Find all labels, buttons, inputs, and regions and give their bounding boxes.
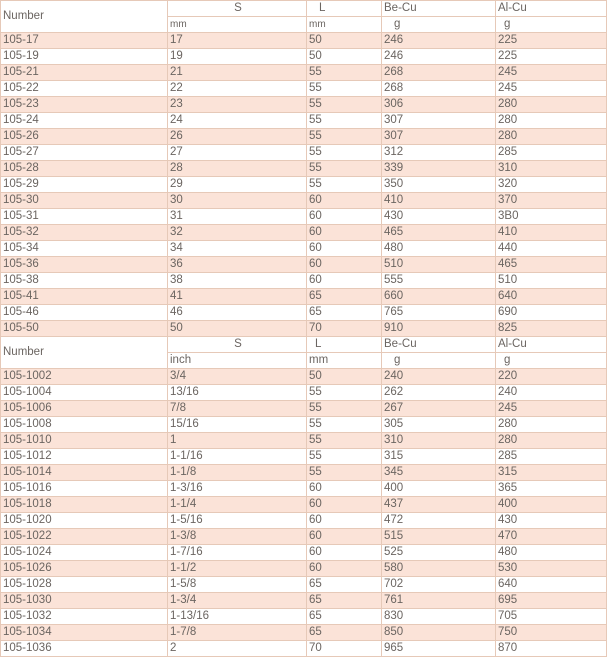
becu-cell: 510	[382, 257, 496, 273]
becu-cell: 400	[382, 481, 496, 497]
alcu-cell: 690	[496, 305, 607, 321]
becu-cell: 761	[382, 593, 496, 609]
number-cell: 105-32	[1, 225, 168, 241]
becu-unit: g	[382, 353, 496, 369]
alcu-cell: 400	[496, 497, 607, 513]
alcu-cell: 280	[496, 129, 607, 145]
s-cell: 24	[168, 113, 307, 129]
becu-cell: 472	[382, 513, 496, 529]
section-2-header	[1, 337, 607, 369]
table-row	[1, 241, 607, 257]
section-2-rows	[1, 369, 607, 657]
s-cell: 1-5/8	[168, 577, 307, 593]
table-row	[1, 433, 607, 449]
alcu-column-header: Al-Cu	[496, 1, 607, 17]
number-cell: 105-1026	[1, 561, 168, 577]
section-1-header	[1, 1, 607, 33]
s-unit: inch	[168, 353, 307, 369]
becu-cell: 310	[382, 433, 496, 449]
number-cell: 105-26	[1, 129, 168, 145]
l-cell: 55	[307, 401, 382, 417]
becu-cell: 307	[382, 129, 496, 145]
becu-cell: 525	[382, 545, 496, 561]
l-cell: 60	[307, 529, 382, 545]
becu-cell: 465	[382, 225, 496, 241]
alcu-cell: 285	[496, 145, 607, 161]
s-cell: 27	[168, 145, 307, 161]
s-cell: 19	[168, 49, 307, 65]
becu-cell: 315	[382, 449, 496, 465]
table-row	[1, 401, 607, 417]
becu-cell: 345	[382, 465, 496, 481]
becu-cell: 580	[382, 561, 496, 577]
alcu-cell: 3B0	[496, 209, 607, 225]
alcu-cell: 245	[496, 65, 607, 81]
becu-cell: 765	[382, 305, 496, 321]
alcu-cell: 480	[496, 545, 607, 561]
alcu-cell: 225	[496, 49, 607, 65]
number-cell: 105-28	[1, 161, 168, 177]
s-cell: 13/16	[168, 385, 307, 401]
s-cell: 1-13/16	[168, 609, 307, 625]
alcu-cell: 220	[496, 369, 607, 385]
alcu-cell: 430	[496, 513, 607, 529]
s-cell: 1-1/8	[168, 465, 307, 481]
s-cell: 1-5/16	[168, 513, 307, 529]
becu-cell: 305	[382, 417, 496, 433]
alcu-cell: 695	[496, 593, 607, 609]
number-cell: 105-30	[1, 193, 168, 209]
l-cell: 55	[307, 417, 382, 433]
l-cell: 65	[307, 609, 382, 625]
l-cell: 55	[307, 433, 382, 449]
number-cell: 105-1010	[1, 433, 168, 449]
becu-cell: 430	[382, 209, 496, 225]
s-cell: 1-3/8	[168, 529, 307, 545]
alcu-cell: 640	[496, 289, 607, 305]
alcu-cell: 510	[496, 273, 607, 289]
s-cell: 32	[168, 225, 307, 241]
becu-cell: 350	[382, 177, 496, 193]
alcu-cell: 825	[496, 321, 607, 337]
number-cell: 105-29	[1, 177, 168, 193]
alcu-cell: 440	[496, 241, 607, 257]
table-row	[1, 577, 607, 593]
becu-cell: 555	[382, 273, 496, 289]
alcu-cell: 315	[496, 465, 607, 481]
l-cell: 50	[307, 369, 382, 385]
l-cell: 70	[307, 641, 382, 657]
s-column-header: S	[168, 337, 307, 353]
becu-cell: 965	[382, 641, 496, 657]
number-cell: 105-36	[1, 257, 168, 273]
table-row	[1, 81, 607, 97]
becu-cell: 268	[382, 65, 496, 81]
section-1-rows	[1, 33, 607, 337]
l-cell: 65	[307, 593, 382, 609]
table-row	[1, 177, 607, 193]
table-row	[1, 513, 607, 529]
becu-cell: 830	[382, 609, 496, 625]
number-cell: 105-19	[1, 49, 168, 65]
becu-cell: 660	[382, 289, 496, 305]
number-cell: 105-1006	[1, 401, 168, 417]
l-cell: 70	[307, 321, 382, 337]
number-cell: 105-1028	[1, 577, 168, 593]
alcu-cell: 750	[496, 625, 607, 641]
number-cell: 105-41	[1, 289, 168, 305]
table-row	[1, 385, 607, 401]
l-cell: 55	[307, 129, 382, 145]
table-row	[1, 145, 607, 161]
number-cell: 105-1016	[1, 481, 168, 497]
l-cell: 60	[307, 497, 382, 513]
number-cell: 105-17	[1, 33, 168, 49]
table-row	[1, 209, 607, 225]
becu-cell: 307	[382, 113, 496, 129]
l-cell: 60	[307, 545, 382, 561]
number-cell: 105-31	[1, 209, 168, 225]
alcu-cell: 245	[496, 401, 607, 417]
becu-column-header: Be-Cu	[382, 1, 496, 17]
table-row	[1, 641, 607, 657]
s-cell: 31	[168, 209, 307, 225]
table-row	[1, 161, 607, 177]
l-cell: 55	[307, 177, 382, 193]
s-cell: 36	[168, 257, 307, 273]
s-cell: 30	[168, 193, 307, 209]
alcu-cell: 245	[496, 81, 607, 97]
alcu-cell: 280	[496, 433, 607, 449]
table-row	[1, 561, 607, 577]
s-column-header: S	[168, 1, 307, 17]
alcu-cell: 465	[496, 257, 607, 273]
becu-cell: 306	[382, 97, 496, 113]
number-cell: 105-22	[1, 81, 168, 97]
s-cell: 34	[168, 241, 307, 257]
becu-cell: 910	[382, 321, 496, 337]
alcu-cell: 225	[496, 33, 607, 49]
number-cell: 105-1034	[1, 625, 168, 641]
l-cell: 65	[307, 625, 382, 641]
header-row	[1, 337, 607, 353]
s-unit: mm	[168, 17, 307, 33]
number-cell: 105-50	[1, 321, 168, 337]
table-row	[1, 305, 607, 321]
number-cell: 105-1024	[1, 545, 168, 561]
number-cell: 105-1032	[1, 609, 168, 625]
s-cell: 46	[168, 305, 307, 321]
l-cell: 65	[307, 305, 382, 321]
number-cell: 105-34	[1, 241, 168, 257]
s-cell: 1-1/16	[168, 449, 307, 465]
becu-cell: 515	[382, 529, 496, 545]
table-row	[1, 113, 607, 129]
becu-cell: 240	[382, 369, 496, 385]
number-cell: 105-1004	[1, 385, 168, 401]
becu-cell: 339	[382, 161, 496, 177]
alcu-cell: 530	[496, 561, 607, 577]
s-cell: 17	[168, 33, 307, 49]
alcu-cell: 705	[496, 609, 607, 625]
number-cell: 105-24	[1, 113, 168, 129]
table-row	[1, 417, 607, 433]
table-row	[1, 225, 607, 241]
s-cell: 28	[168, 161, 307, 177]
number-column-header: Number	[1, 1, 168, 33]
s-cell: 29	[168, 177, 307, 193]
l-cell: 55	[307, 113, 382, 129]
table-row	[1, 65, 607, 81]
number-cell: 105-1036	[1, 641, 168, 657]
table-row	[1, 129, 607, 145]
becu-cell: 702	[382, 577, 496, 593]
becu-cell: 437	[382, 497, 496, 513]
table-row	[1, 497, 607, 513]
number-cell: 105-1014	[1, 465, 168, 481]
s-cell: 41	[168, 289, 307, 305]
number-column-header: Number	[1, 337, 168, 369]
table-row	[1, 593, 607, 609]
l-cell: 60	[307, 561, 382, 577]
l-cell: 60	[307, 273, 382, 289]
s-cell: 22	[168, 81, 307, 97]
s-cell: 21	[168, 65, 307, 81]
s-cell: 2	[168, 641, 307, 657]
table-row	[1, 609, 607, 625]
l-column-header: L	[307, 337, 382, 353]
alcu-cell: 280	[496, 113, 607, 129]
table-row	[1, 49, 607, 65]
table-row	[1, 545, 607, 561]
s-cell: 1-1/4	[168, 497, 307, 513]
l-cell: 65	[307, 577, 382, 593]
table-row	[1, 193, 607, 209]
table-row	[1, 273, 607, 289]
l-cell: 55	[307, 97, 382, 113]
becu-cell: 246	[382, 33, 496, 49]
number-cell: 105-1012	[1, 449, 168, 465]
number-cell: 105-1030	[1, 593, 168, 609]
becu-cell: 268	[382, 81, 496, 97]
s-cell: 1	[168, 433, 307, 449]
alcu-cell: 470	[496, 529, 607, 545]
alcu-unit: g	[496, 353, 607, 369]
number-cell: 105-1018	[1, 497, 168, 513]
s-cell: 38	[168, 273, 307, 289]
l-cell: 55	[307, 465, 382, 481]
alcu-unit: g	[496, 17, 607, 33]
s-cell: 3/4	[168, 369, 307, 385]
number-cell: 105-1020	[1, 513, 168, 529]
s-cell: 50	[168, 321, 307, 337]
table-row	[1, 449, 607, 465]
number-cell: 105-1008	[1, 417, 168, 433]
s-cell: 23	[168, 97, 307, 113]
l-cell: 60	[307, 513, 382, 529]
number-cell: 105-27	[1, 145, 168, 161]
l-cell: 50	[307, 49, 382, 65]
l-cell: 55	[307, 81, 382, 97]
table-row	[1, 529, 607, 545]
l-cell: 60	[307, 193, 382, 209]
s-cell: 1-1/2	[168, 561, 307, 577]
table-row	[1, 625, 607, 641]
l-cell: 55	[307, 161, 382, 177]
becu-cell: 410	[382, 193, 496, 209]
l-cell: 60	[307, 481, 382, 497]
l-column-header: L	[307, 1, 382, 17]
alcu-cell: 310	[496, 161, 607, 177]
number-cell: 105-23	[1, 97, 168, 113]
s-cell: 1-7/8	[168, 625, 307, 641]
alcu-cell: 365	[496, 481, 607, 497]
l-unit: mm	[307, 17, 382, 33]
becu-cell: 312	[382, 145, 496, 161]
s-cell: 26	[168, 129, 307, 145]
alcu-column-header: Al-Cu	[496, 337, 607, 353]
alcu-cell: 410	[496, 225, 607, 241]
becu-unit: g	[382, 17, 496, 33]
s-cell: 1-3/4	[168, 593, 307, 609]
number-cell: 105-21	[1, 65, 168, 81]
header-row	[1, 1, 607, 17]
alcu-cell: 280	[496, 97, 607, 113]
l-cell: 60	[307, 209, 382, 225]
l-cell: 55	[307, 385, 382, 401]
becu-column-header: Be-Cu	[382, 337, 496, 353]
table-row	[1, 97, 607, 113]
alcu-cell: 370	[496, 193, 607, 209]
table-row	[1, 33, 607, 49]
l-cell: 60	[307, 241, 382, 257]
l-cell: 60	[307, 257, 382, 273]
alcu-cell: 870	[496, 641, 607, 657]
s-cell: 1-7/16	[168, 545, 307, 561]
alcu-cell: 640	[496, 577, 607, 593]
alcu-cell: 285	[496, 449, 607, 465]
s-cell: 7/8	[168, 401, 307, 417]
l-cell: 65	[307, 289, 382, 305]
table-row	[1, 289, 607, 305]
number-cell: 105-46	[1, 305, 168, 321]
s-cell: 1-3/16	[168, 481, 307, 497]
l-cell: 60	[307, 225, 382, 241]
table-row	[1, 321, 607, 337]
alcu-cell: 320	[496, 177, 607, 193]
l-cell: 55	[307, 145, 382, 161]
becu-cell: 850	[382, 625, 496, 641]
table-row	[1, 481, 607, 497]
becu-cell: 262	[382, 385, 496, 401]
l-cell: 55	[307, 65, 382, 81]
alcu-cell: 280	[496, 417, 607, 433]
becu-cell: 267	[382, 401, 496, 417]
table-row	[1, 257, 607, 273]
l-cell: 55	[307, 449, 382, 465]
table-row	[1, 465, 607, 481]
number-cell: 105-38	[1, 273, 168, 289]
l-unit: mm	[307, 353, 382, 369]
l-cell: 50	[307, 33, 382, 49]
number-cell: 105-1002	[1, 369, 168, 385]
becu-cell: 246	[382, 49, 496, 65]
table-row	[1, 369, 607, 385]
number-cell: 105-1022	[1, 529, 168, 545]
s-cell: 15/16	[168, 417, 307, 433]
alcu-cell: 240	[496, 385, 607, 401]
becu-cell: 480	[382, 241, 496, 257]
